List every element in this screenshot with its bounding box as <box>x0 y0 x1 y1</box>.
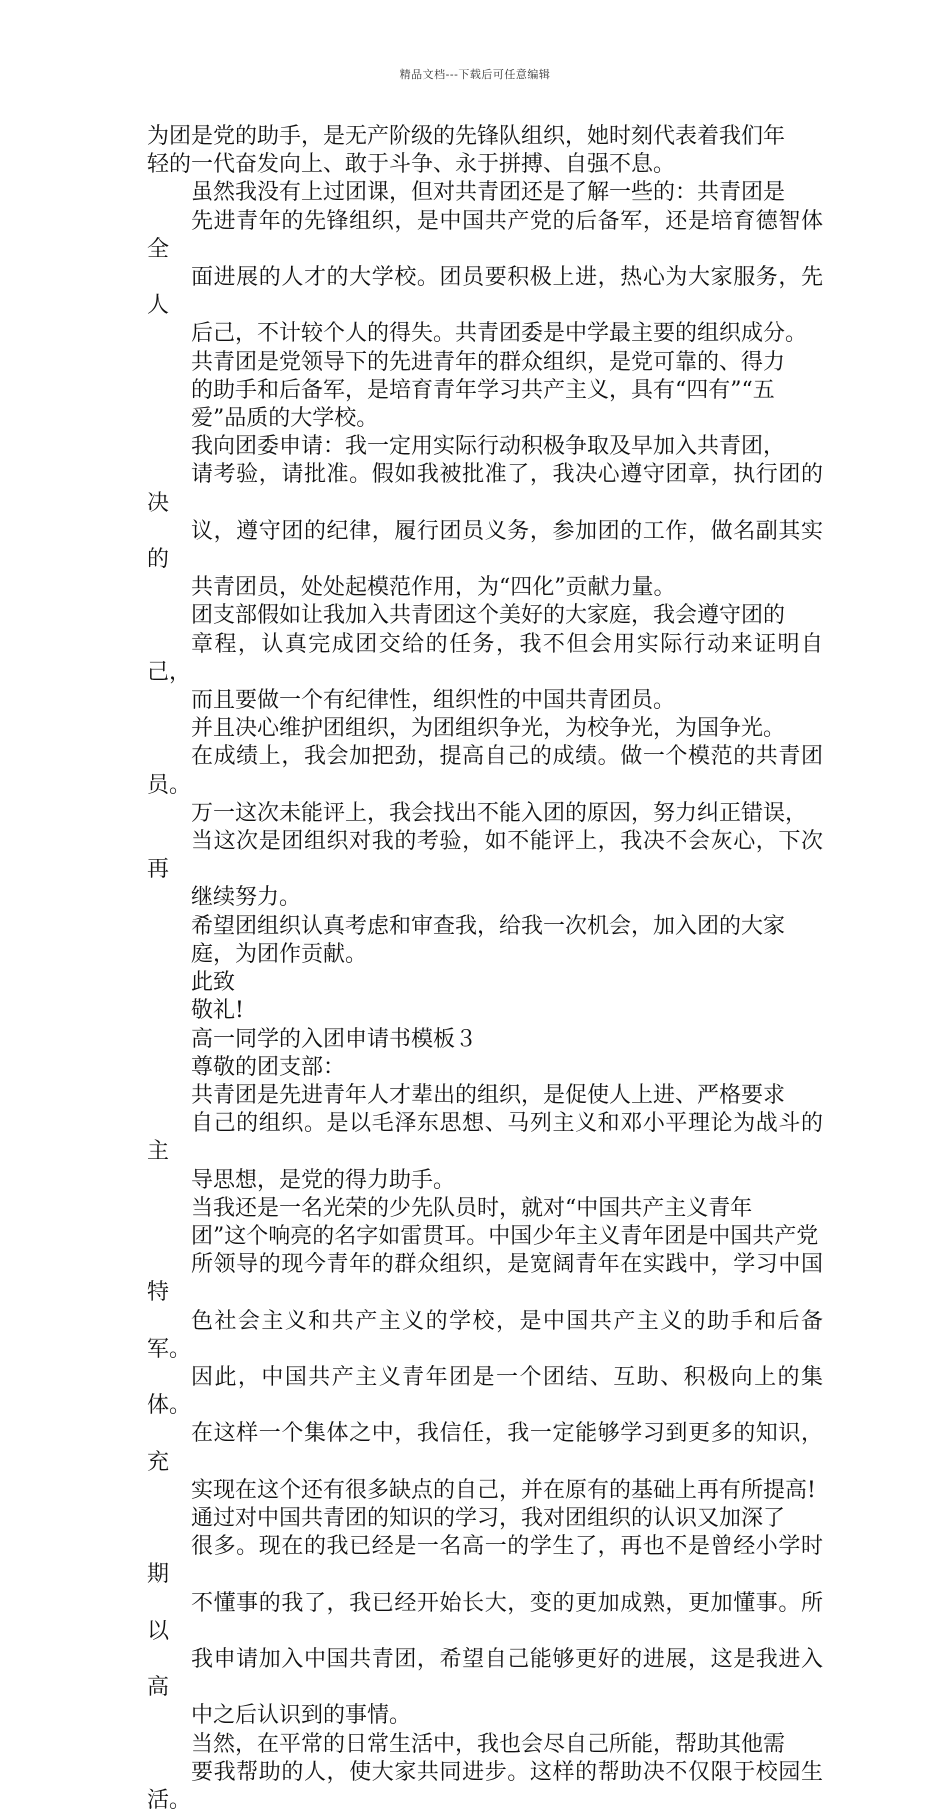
paragraph-line: 因此，中国共产主义青年团是一个团结、互助、积极向上的集体。 <box>147 1364 823 1419</box>
page-header: 精品文档---下载后可任意编辑 <box>399 68 551 81</box>
paragraph <box>147 969 823 997</box>
paragraph <box>147 123 823 179</box>
paragraph-line: 自己的组织。是以毛泽东思想、马列主义和邓小平理论为战斗的主 <box>147 1111 823 1165</box>
paragraph-line: 此致 <box>191 970 236 996</box>
paragraph-line: 团”这个响亮的名字如雷贯耳。中国少年主义青年团是中国共产党 <box>191 1223 819 1249</box>
paragraph-line: 导思想，是党的得力助手。 <box>191 1167 456 1193</box>
paragraph <box>147 715 823 800</box>
paragraph <box>147 433 823 602</box>
paragraph-line: 共青团是党领导下的先进青年的群众组织，是党可靠的、得力 <box>191 349 786 375</box>
paragraph-line: 虽然我没有上过团课，但对共青团还是了解一些的：共青团是 <box>191 180 786 206</box>
paragraph-line: 在这样一个集体之中，我信任，我一定能够学习到更多的知识，充 <box>147 1421 823 1475</box>
paragraph <box>147 349 823 434</box>
paragraph-line: 共青团是先进青年人才辈出的组织，是促使人上进、严格要求 <box>191 1082 786 1108</box>
paragraph-line: 请考验，请批准。假如我被批准了，我决心遵守团章，执行团的决 <box>147 462 823 516</box>
paragraph <box>147 913 823 969</box>
paragraph-line: 庭，为团作贡献。 <box>191 941 368 967</box>
paragraph-line: 的助手和后备军，是培育青年学习共产主义，具有“四有”“五 <box>191 377 775 403</box>
paragraph-line: 轻的一代奋发向上、敢于斗争、永于拼搏、自强不息。 <box>147 152 676 178</box>
paragraph-line: 在成绩上，我会加把劲，提高自己的成绩。做一个模范的共青团员。 <box>147 744 823 798</box>
paragraph-line: 当然，在平常的日常生活中，我也会尽自己所能，帮助其他需 <box>191 1731 786 1757</box>
paragraph-line: 高一同学的入团申请书模板３ <box>191 1026 478 1052</box>
paragraph-line: 我向团委申请：我一定用实际行动积极争取及早加入共青团， <box>191 434 786 460</box>
paragraph <box>147 179 823 348</box>
paragraph-line: 共青团员，处处起模范作用，为“四化”贡献力量。 <box>191 575 676 601</box>
paragraph <box>147 997 823 1025</box>
paragraph-line: 并且决心维护团组织，为团组织争光，为校争光，为国争光。 <box>191 716 786 742</box>
paragraph <box>147 1082 823 1195</box>
paragraph <box>147 602 823 715</box>
document-body <box>147 123 823 1815</box>
paragraph <box>147 1195 823 1505</box>
paragraph-line: 团支部假如让我加入共青团这个美好的大家庭，我会遵守团的 <box>191 603 786 629</box>
paragraph-line: 我申请加入中国共青团，希望自己能够更好的进展，这是我进入高 <box>147 1646 823 1701</box>
paragraph-line: 万一这次未能评上，我会找出不能入团的原因，努力纠正错误， <box>191 800 808 826</box>
paragraph-line: 不懂事的我了，我已经开始长大，变的更加成熟，更加懂事。所以 <box>147 1590 823 1644</box>
paragraph-line: 章程，认真完成团交给的任务，我不但会用实际行动来证明自己， <box>147 631 823 685</box>
paragraph-line: 通过对中国共青团的知识的学习，我对团组织的认识又加深了 <box>191 1505 786 1531</box>
paragraph-line: 色社会主义和共产主义的学校，是中国共产主义的助手和后备军。 <box>147 1308 823 1362</box>
paragraph-line: 后己，不计较个人的得失。共青团委是中学最主要的组织成分。 <box>191 321 808 347</box>
paragraph-line: 为团是党的助手，是无产阶级的先锋队组织，她时刻代表着我们年 <box>147 124 786 149</box>
paragraph-line: 尊敬的团支部： <box>191 1054 346 1080</box>
paragraph <box>147 1054 823 1082</box>
paragraph-line: 议，遵守团的纪律，履行团员义务，参加团的工作，做名副其实的 <box>147 518 823 573</box>
paragraph-line: 继续努力。 <box>191 885 302 911</box>
paragraph-line: 而且要做一个有纪律性，组织性的中国共青团员。 <box>191 688 676 714</box>
paragraph <box>147 800 823 913</box>
paragraph-line: 实现在这个还有很多缺点的自己，并在原有的基础上再有所提高! <box>191 1477 816 1503</box>
paragraph-line: 当我还是一名光荣的少先队员时，就对“中国共产主义青年 <box>191 1195 753 1221</box>
paragraph-line: 爱”品质的大学校。 <box>191 406 379 432</box>
paragraph-line: 要我帮助的人，使大家共同进步。这样的帮助决不仅限于校园生活。 <box>147 1759 823 1813</box>
paragraph-line: 当这次是团组织对我的考验，如不能评上，我决不会灰心，下次再 <box>147 829 823 883</box>
paragraph-line: 面进展的人才的大学校。团员要积极上进，热心为大家服务，先人 <box>147 265 823 319</box>
paragraph-line: 所领导的现今青年的群众组织，是宽阔青年在实践中，学习中国特 <box>147 1252 823 1306</box>
paragraph-line: 希望团组织认真考虑和审查我，给我一次机会，加入团的大家 <box>191 913 786 939</box>
paragraph <box>147 1026 823 1054</box>
paragraph-line: 敬礼! <box>191 998 244 1024</box>
paragraph <box>147 1731 823 1815</box>
paragraph-line: 先进青年的先锋组织，是中国共产党的后备军，还是培育德智体全 <box>147 208 823 262</box>
paragraph-line: 很多。现在的我已经是一名高一的学生了，再也不是曾经小学时期 <box>147 1534 823 1588</box>
paragraph <box>147 1505 823 1731</box>
paragraph-line: 中之后认识到的事情。 <box>191 1703 412 1729</box>
